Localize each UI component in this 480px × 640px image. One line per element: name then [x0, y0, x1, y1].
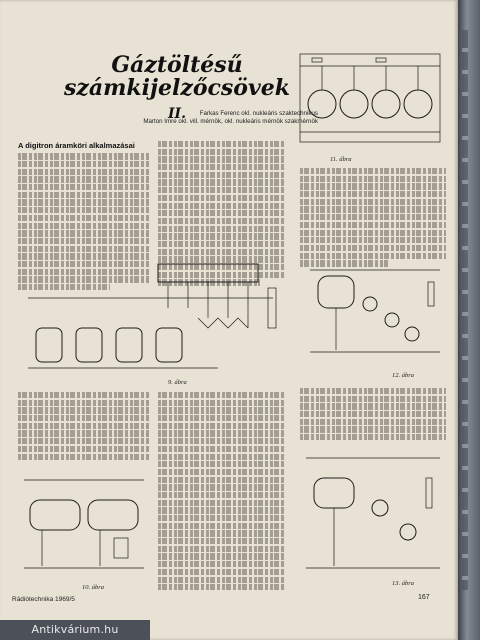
- text-column-1-lower: [18, 392, 150, 461]
- page-number: 167: [418, 594, 430, 601]
- text-column-3: [300, 168, 446, 268]
- byline: [68, 110, 318, 127]
- figure-10-caption: 10. ábra: [82, 584, 105, 591]
- text-column-3-lower: [300, 388, 446, 442]
- figure-10-schematic: [18, 470, 150, 580]
- author-2: Marton Imre okl. vill. mérnök, okl. nukleáris mérnök szakmérnök: [143, 118, 318, 126]
- title-line-1: Gáztöltésű: [111, 52, 243, 78]
- body-text-block: [300, 168, 446, 267]
- figure-11-schematic: [292, 44, 448, 154]
- figure-11-caption: 11. ábra: [330, 156, 352, 163]
- title-part: II.: [168, 106, 186, 123]
- figure-9-caption: 9. ábra: [168, 379, 187, 386]
- body-text-block: [158, 392, 286, 590]
- author-1: Farkas Ferenc okl. nukleáris szaktechnikus: [199, 110, 318, 117]
- figure-13-schematic: [300, 448, 448, 578]
- figure-12-caption: 12. ábra: [392, 372, 415, 379]
- figure-12-schematic: [300, 262, 448, 362]
- figure-13-caption: 13. ábra: [392, 580, 415, 587]
- body-text-block: [300, 388, 446, 440]
- title-line-2-text: számkijelzőcsövek: [64, 75, 290, 102]
- figure-9-schematic: [18, 258, 286, 378]
- text-column-2-lower: [158, 392, 286, 592]
- watermark: Antikvárium.hu: [0, 620, 150, 640]
- section-heading: A digitron áramköri alkalmazásai: [18, 141, 135, 150]
- magazine-issue: Rádiótechnika 1969/5: [12, 596, 75, 603]
- body-text-block: [18, 392, 150, 460]
- page-edge-strip: [458, 0, 480, 640]
